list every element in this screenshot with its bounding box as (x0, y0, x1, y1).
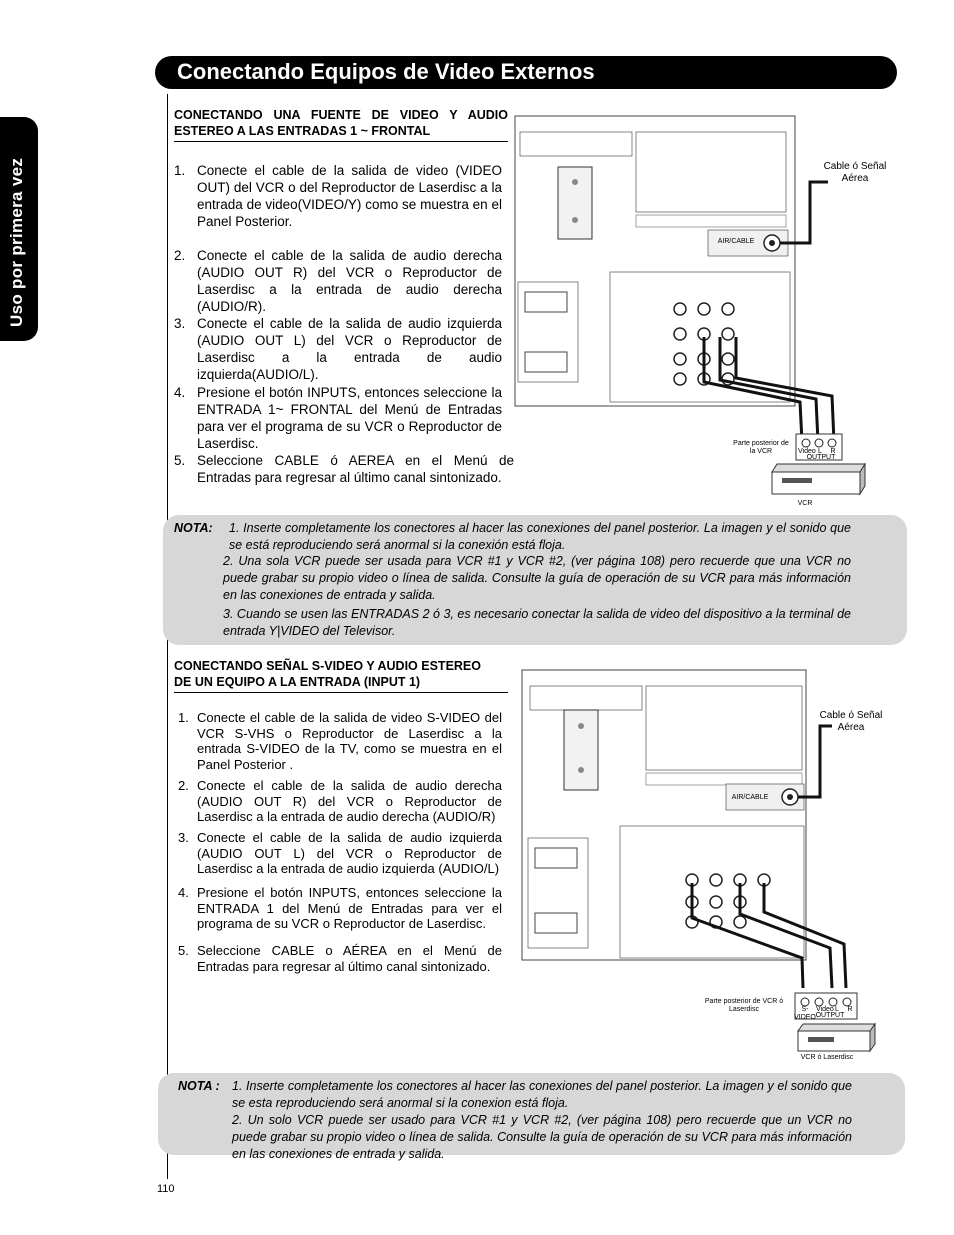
section2-air-cable-label: AIR/CABLE (731, 794, 769, 801)
section1-heading-rule (174, 141, 508, 142)
step-number: 2. (174, 248, 186, 263)
section2-heading (174, 658, 508, 690)
step-text: Conecte el cable de la salida de audio derecha (AUDIO OUT R) del VCR o Reproductor de Laserdisc a la entrada de audio derecha (AUDIO/R) (197, 778, 502, 824)
note2-label: NOTA : (178, 1079, 220, 1093)
step-text: Presione el botón INPUTS, entonces seleccione la ENTRADA 1 del Menú de Entradas para ver el programa de su VCR o Reproductor de Laserdisc. (197, 885, 502, 931)
section1-step-4 (174, 384, 502, 452)
step-text: Conecte el cable de la salida de audio izquierda (AUDIO OUT L) del VCR o Reproductor de Laserdisc a la entrada de audio izquierda(AUDIO/L). (197, 316, 502, 382)
tv-rear-panel (515, 116, 795, 406)
step-number: 4. (174, 385, 186, 400)
step-text: Conecte el cable de la salida de audio derecha (AUDIO OUT R) del VCR o Reproductor de Laserdisc a la entrada de audio derecha (AUDIO/R). (197, 248, 502, 314)
section2-step-2 (178, 778, 502, 825)
page-number: 110 (157, 1183, 175, 1195)
section2-antenna-label: Cable ó Señal Aérea (819, 710, 883, 733)
note1-item-3: 3. Cuando se usen las ENTRADAS 2 ó 3, es necesario conectar la salida de video del dispositivo a la terminal de entrada Y|VIDEO del Televisor. (223, 607, 851, 638)
step-number: 3. (178, 830, 189, 845)
step-text: Conecte el cable de la salida de video S-VIDEO del VCR S-VHS o Reproductor de Laserdisc a la entrada S-VIDEO de la TV, como se muestra en el Panel Posterior . (197, 710, 502, 772)
cablecard-slot (564, 710, 598, 790)
side-tab-label: Uso por primera vez (7, 157, 26, 327)
section1-air-cable-label: AIR/CABLE (717, 238, 755, 245)
section1-jack-l: L (818, 448, 822, 455)
title-bar (155, 56, 897, 89)
step-text: Conecte el cable de la salida de video (VIDEO OUT) del VCR o del Reproductor de Laserdisc a la entrada de video(VIDEO/Y) como se muestra en el Panel Posterior. (197, 163, 502, 229)
section2-jack-video: Video (816, 1006, 834, 1013)
step-number: 1. (178, 710, 189, 725)
section1-heading-line1: CONECTANDO UNA FUENTE DE VIDEO Y AUDIO (174, 108, 508, 122)
note2-item-1: 1. Inserte completamente los conectores al hacer las conexiones del panel posterior. La imagen y el sonido que se esta reproduciendo será anormal si la conexion está floja. (232, 1079, 852, 1110)
step-number: 5. (178, 943, 189, 958)
section1-antenna-label: Cable ó Señal Aérea (823, 161, 887, 184)
section2-jack-l: L (835, 1006, 839, 1013)
section1-heading (174, 107, 508, 139)
section1-heading-line2: ESTEREO A LAS ENTRADAS 1 ~ FRONTAL (174, 124, 431, 138)
step-text: Seleccione CABLE ó AEREA en el Menú de Entradas para regresar al último canal sintonizado. (197, 453, 514, 485)
note1-item-2: 2. Una sola VCR puede ser usada para VCR #1 y VCR #2, (ver página 108) pero recuerde que una VCR no puede grabar su propio video o línea de salida. Consulte la guía de operación de su VCR para más información en las conexiones de entrada y salida. (223, 554, 851, 602)
note1-item-1: 1. Inserte completamente los conectores al hacer las conexiones del panel posterior. La imagen y el sonido que se está reproduciendo será anormal si la conexión está floja. (229, 521, 851, 552)
section2-step-1 (178, 710, 502, 772)
step-text: Presione el botón INPUTS, entonces seleccione la ENTRADA 1~ FRONTAL del Menú de Entradas para ver el programa de su VCR o Reproductor de Laserdisc. (197, 385, 502, 451)
section1-step-2 (174, 247, 502, 315)
note2-box (158, 1073, 905, 1161)
section2-step-5 (178, 943, 502, 974)
step-number: 2. (178, 778, 189, 793)
section1-step-3 (174, 315, 502, 383)
section1-jack-r: R (830, 448, 836, 455)
section2-device-label: VCR ó Laserdisc (800, 1054, 854, 1061)
section2-step-4 (178, 885, 502, 932)
note1-label: NOTA: (174, 521, 213, 535)
section2-jack-r: R (847, 1006, 853, 1013)
section-side-tab (0, 117, 38, 341)
section1-rear-label: Parte posterior de la VCR (733, 440, 789, 455)
section1-device-label: VCR (797, 500, 813, 507)
section2-step-3 (178, 830, 502, 877)
section1-step-5 (174, 452, 514, 486)
step-number: 3. (174, 316, 186, 331)
section2-jack-svideo: S-VIDEO (794, 1006, 816, 1021)
note2-item-2: 2. Un solo VCR puede ser usado para VCR #1 y VCR #2, (ver página 108) pero recuerde que un VCR no puede grabar su propio video o línea de salida. Consulte la guía de operación de su VCR para más información en las conexiones de entrada y salida. (232, 1113, 852, 1161)
section1-jack-video: Video (798, 448, 816, 455)
section2-rear-label: Parte posterior de VCR ó Laserdisc (704, 998, 784, 1013)
section2-heading-line1: CONECTANDO SEÑAL S-VIDEO Y AUDIO ESTEREO (174, 659, 481, 673)
step-number: 5. (174, 453, 186, 468)
section1-output-label: OUTPUT (806, 454, 836, 461)
section2-output-label: OUTPUT (815, 1012, 845, 1019)
step-number: 1. (174, 163, 186, 178)
section2-heading-rule (174, 692, 508, 693)
note1-box (163, 515, 907, 645)
step-number: 4. (178, 885, 189, 900)
page-title: Conectando Equipos de Video Externos (177, 59, 595, 84)
step-text: Conecte el cable de la salida de audio izquierda (AUDIO OUT L) del VCR o Reproductor de Laserdisc a la entrada de audio izquierda (AUDIO/L) (197, 830, 502, 876)
section1-step-1 (174, 162, 502, 230)
cablecard-slot (558, 167, 592, 239)
step-text: Seleccione CABLE o AÉREA en el Menú de Entradas para regresar al último canal sintonizado. (197, 943, 502, 974)
section2-heading-line2: DE UN EQUIPO A LA ENTRADA (INPUT 1) (174, 675, 421, 689)
